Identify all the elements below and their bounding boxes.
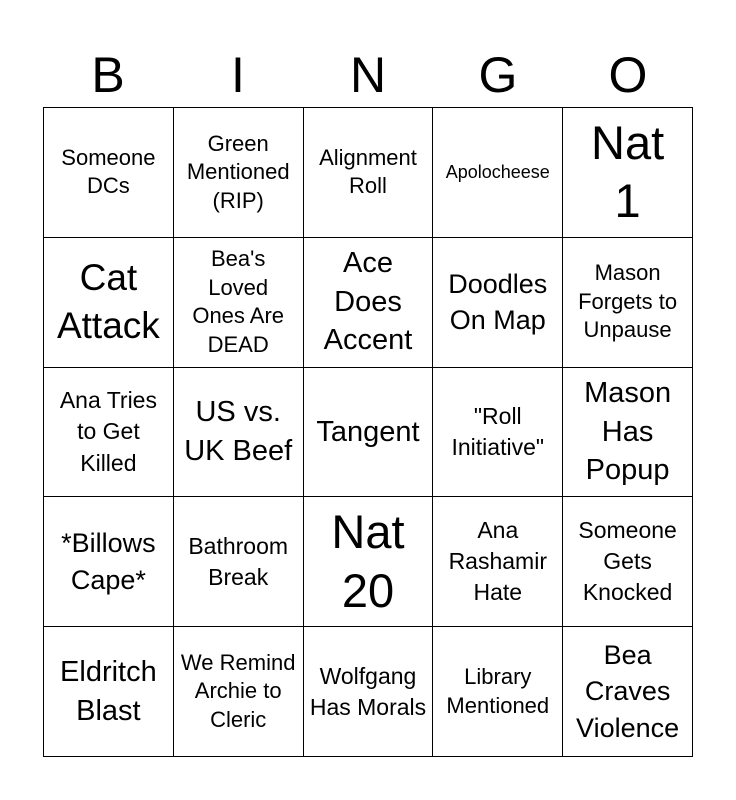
cell-text: Alignment Roll	[319, 144, 417, 199]
bingo-board	[43, 107, 693, 757]
cell-text: Eldritch Blast	[60, 656, 157, 727]
header-letter-o: O	[608, 47, 648, 103]
bingo-cell-r1-c5[interactable]	[563, 108, 693, 238]
cell-text: Cat Attack	[56, 257, 160, 347]
bingo-cell-r2-c1[interactable]	[44, 238, 174, 368]
bingo-cell-r5-c2[interactable]	[174, 627, 304, 757]
cell-text: "Roll Initiative"	[451, 402, 545, 460]
cell-text: Bea's Loved Ones Are DEAD	[192, 246, 285, 357]
cell-text: Doodles On Map	[448, 268, 548, 336]
header-letter-i: I	[231, 47, 245, 103]
bingo-cell-r1-c3[interactable]	[304, 108, 434, 238]
cell-text: *Billows Cape*	[61, 528, 156, 595]
header-letter-g: G	[478, 47, 518, 103]
cell-text: Ana Rashamir Hate	[448, 517, 547, 606]
cell-text: Ana Tries to Get Killed	[59, 387, 157, 476]
header-letter-b: B	[91, 47, 125, 103]
bingo-cell-r1-c4[interactable]	[433, 108, 563, 238]
bingo-cell-r3-c1[interactable]	[44, 368, 174, 498]
cell-text: Library Mentioned	[446, 664, 550, 718]
cell-text: Apolocheese	[445, 161, 550, 182]
cell-text: Ace Does Accent	[323, 247, 413, 357]
bingo-cell-r1-c2[interactable]	[174, 108, 304, 238]
bingo-cell-r5-c1[interactable]	[44, 627, 174, 757]
cell-text: Nat 1	[591, 115, 665, 228]
bingo-cell-r3-c3[interactable]	[304, 368, 434, 498]
cell-text: We Remind Archie to Cleric	[180, 649, 296, 732]
bingo-cell-r3-c2[interactable]	[174, 368, 304, 498]
cell-text: Someone Gets Knocked	[578, 517, 677, 606]
cell-text: Nat 20	[331, 505, 405, 617]
bingo-cell-r3-c5[interactable]	[563, 368, 693, 498]
bingo-cell-r4-c4[interactable]	[433, 497, 563, 627]
bingo-cell-r2-c3[interactable]	[304, 238, 434, 368]
bingo-header	[43, 44, 693, 106]
cell-text: Someone DCs	[61, 144, 156, 199]
cell-text: Mason Has Popup	[584, 377, 672, 487]
bingo-cell-r2-c2[interactable]	[174, 238, 304, 368]
bingo-cell-r5-c5[interactable]	[563, 627, 693, 757]
bingo-cell-r3-c4[interactable]	[433, 368, 563, 498]
bingo-cell-r5-c3[interactable]	[304, 627, 434, 757]
cell-text: Bathroom Break	[188, 532, 289, 590]
cell-text: Tangent	[316, 415, 420, 448]
cell-text: Green Mentioned (RIP)	[186, 130, 290, 213]
cell-text: Mason Forgets to Unpause	[578, 260, 678, 343]
cell-text: Bea Craves Violence	[576, 639, 680, 743]
bingo-cell-r4-c2[interactable]	[174, 497, 304, 627]
bingo-cell-r2-c4[interactable]	[433, 238, 563, 368]
bingo-cell-r2-c5[interactable]	[563, 238, 693, 368]
cell-text: Wolfgang Has Morals	[309, 662, 427, 720]
bingo-cell-r4-c1[interactable]	[44, 497, 174, 627]
header-letter-n: N	[349, 47, 387, 103]
bingo-cell-r5-c4[interactable]	[433, 627, 563, 757]
bingo-cell-r4-c3[interactable]	[304, 497, 434, 627]
bingo-cell-r4-c5[interactable]	[563, 497, 693, 627]
cell-text: US vs. UK Beef	[184, 396, 293, 467]
bingo-cell-r1-c1[interactable]	[44, 108, 174, 238]
